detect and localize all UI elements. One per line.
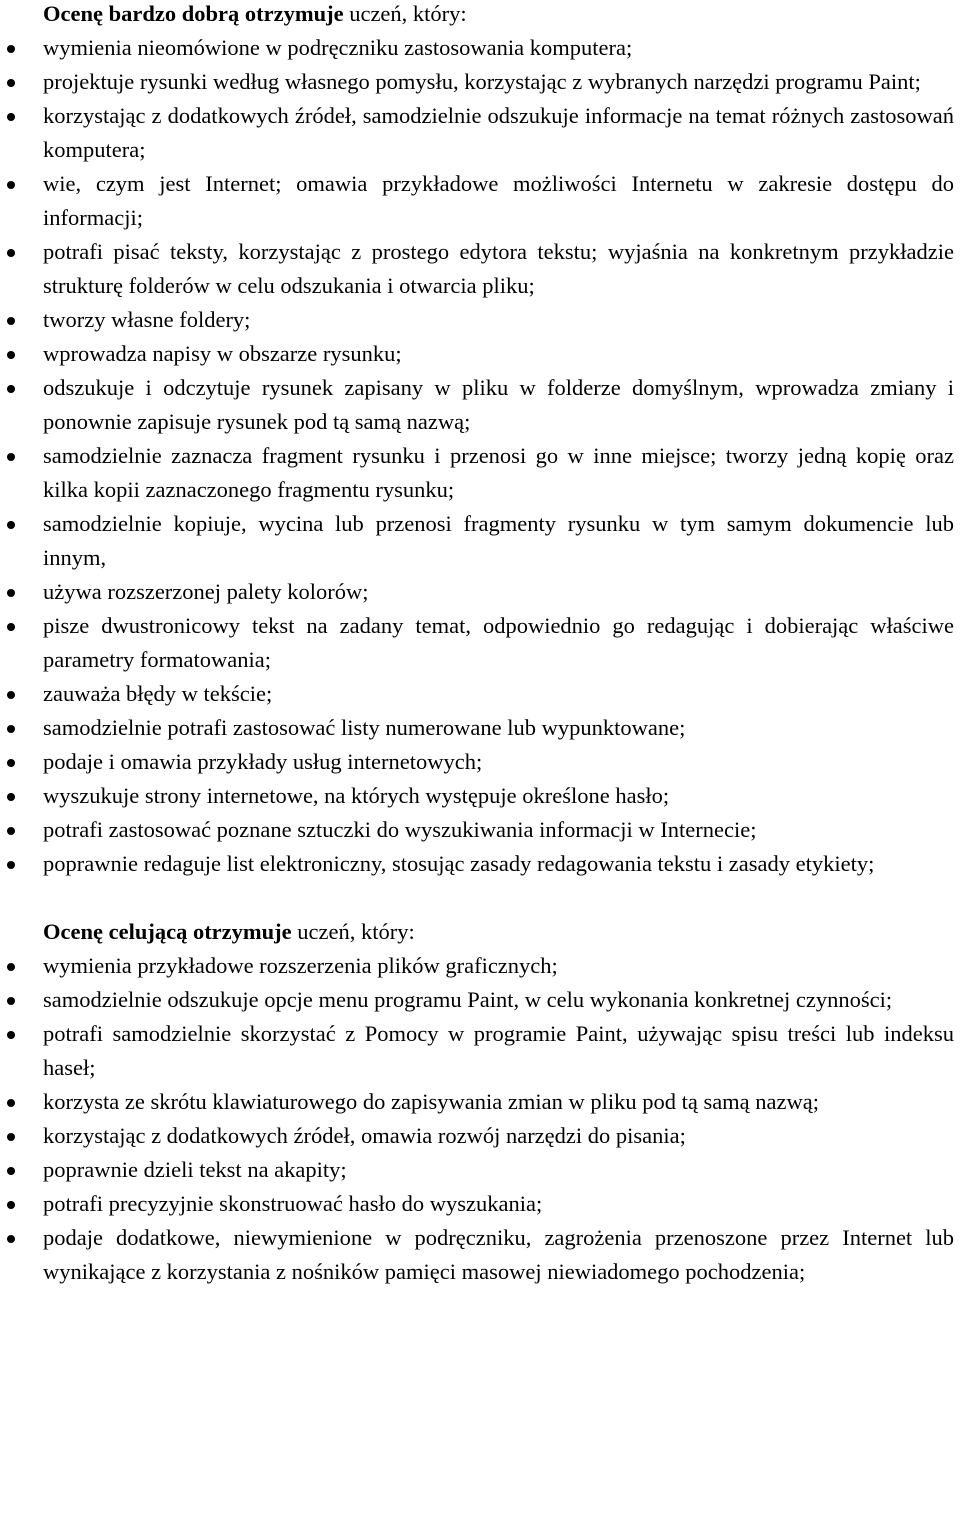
list-item-text: zauważa błędy w tekście;	[43, 681, 273, 706]
list-item	[43, 609, 954, 677]
list-item-text: wymienia nieomówione w podręczniku zastosowania komputera;	[43, 35, 633, 60]
bullet-icon	[7, 79, 15, 87]
bullet-icon	[7, 963, 15, 971]
list-item	[43, 303, 954, 337]
list-item-text: tworzy własne foldery;	[43, 307, 251, 332]
list-item	[43, 371, 954, 439]
list-item	[43, 1085, 954, 1119]
list-item	[43, 167, 954, 235]
list-item	[43, 1119, 954, 1153]
list-item-text: pisze dwustronicowy tekst na zadany temat, odpowiednio go redagując i dobierając właściwe parametry formatowania;	[43, 613, 954, 672]
bullet-icon	[7, 1133, 15, 1141]
section-heading-rest: uczeń, który:	[291, 919, 415, 944]
list-item-text: poprawnie dzieli tekst na akapity;	[43, 1157, 347, 1182]
list-item	[43, 1221, 954, 1289]
list-item	[43, 1153, 954, 1187]
list-item-text: korzystając z dodatkowych źródeł, omawia rozwój narzędzi do pisania;	[43, 1123, 686, 1148]
list-item	[43, 1017, 954, 1085]
section-heading-rest: uczeń, który:	[343, 1, 467, 26]
grade-very-good-section	[43, 0, 954, 881]
section-heading-bold: Ocenę celującą otrzymuje	[43, 919, 292, 944]
list-item-text: używa rozszerzonej palety kolorów;	[43, 579, 369, 604]
list-item-text: podaje dodatkowe, niewymienione w podręczniku, zagrożenia przenoszone przez Internet lub wynikające z korzystania z nośników pamięci masowej niewiadomego pochodzenia;	[43, 1225, 954, 1284]
list-item	[43, 337, 954, 371]
bullet-icon	[7, 589, 15, 597]
list-item-text: wie, czym jest Internet; omawia przykładowe możliwości Internetu w zakresie dostępu do informacji;	[43, 171, 954, 230]
list-item-text: samodzielnie zaznacza fragment rysunku i przenosi go w inne miejsce; tworzy jedną kopię oraz kilka kopii zaznaczonego fragmentu rysunku;	[43, 443, 954, 502]
bullet-icon	[7, 623, 15, 631]
bullet-icon	[7, 827, 15, 835]
bullet-icon	[7, 453, 15, 461]
section-heading	[43, 0, 954, 31]
list-item	[43, 847, 954, 881]
list-item	[43, 677, 954, 711]
bullet-icon	[7, 1031, 15, 1039]
bullet-icon	[7, 385, 15, 393]
list-item	[43, 711, 954, 745]
bullet-icon	[7, 317, 15, 325]
bullet-icon	[7, 997, 15, 1005]
list-item	[43, 779, 954, 813]
list-item-text: samodzielnie odszukuje opcje menu programu Paint, w celu wykonania konkretnej czynności;	[43, 987, 893, 1012]
bullet-icon	[7, 691, 15, 699]
section-heading	[43, 915, 954, 949]
list-item-text: potrafi zastosować poznane sztuczki do wyszukiwania informacji w Internecie;	[43, 817, 757, 842]
bullet-icon	[7, 861, 15, 869]
list-item-text: potrafi samodzielnie skorzystać z Pomocy w programie Paint, używając spisu treści lub indeksu haseł;	[43, 1021, 954, 1080]
list-item	[43, 949, 954, 983]
list-item	[43, 31, 954, 65]
list-item	[43, 813, 954, 847]
criteria-list	[43, 949, 954, 1289]
section-heading-bold: Ocenę bardzo dobrą otrzymuje	[43, 1, 344, 26]
list-item	[43, 983, 954, 1017]
list-item-text: samodzielnie potrafi zastosować listy numerowane lub wypunktowane;	[43, 715, 686, 740]
list-item-text: projektuje rysunki według własnego pomysłu, korzystając z wybranych narzędzi programu Paint;	[43, 69, 921, 94]
list-item-text: potrafi pisać teksty, korzystając z prostego edytora tekstu; wyjaśnia na konkretnym przykładzie strukturę folderów w celu odszukania i otwarcia pliku;	[43, 239, 954, 298]
list-item-text: wyszukuje strony internetowe, na których występuje określone hasło;	[43, 783, 670, 808]
list-item	[43, 235, 954, 303]
list-item-text: wprowadza napisy w obszarze rysunku;	[43, 341, 402, 366]
list-item-text: korzysta ze skrótu klawiaturowego do zapisywania zmian w pliku pod tą samą nazwą;	[43, 1089, 820, 1114]
list-item-text: korzystając z dodatkowych źródeł, samodzielnie odszukuje informacje na temat różnych zastosowań komputera;	[43, 103, 954, 162]
list-item	[43, 745, 954, 779]
bullet-icon	[7, 521, 15, 529]
list-item-text: samodzielnie kopiuje, wycina lub przenosi fragmenty rysunku w tym samym dokumencie lub innym,	[43, 511, 954, 570]
list-item	[43, 99, 954, 167]
list-item	[43, 575, 954, 609]
list-item	[43, 507, 954, 575]
criteria-list	[43, 31, 954, 881]
list-item	[43, 1187, 954, 1221]
bullet-icon	[7, 351, 15, 359]
bullet-icon	[7, 725, 15, 733]
bullet-icon	[7, 249, 15, 257]
list-item-text: poprawnie redaguje list elektroniczny, stosując zasady redagowania tekstu i zasady etykiety;	[43, 851, 875, 876]
grade-excellent-section	[43, 915, 954, 1289]
bullet-icon	[7, 113, 15, 121]
bullet-icon	[7, 45, 15, 53]
bullet-icon	[7, 1235, 15, 1243]
bullet-icon	[7, 181, 15, 189]
bullet-icon	[7, 793, 15, 801]
bullet-icon	[7, 1099, 15, 1107]
bullet-icon	[7, 1167, 15, 1175]
list-item	[43, 439, 954, 507]
bullet-icon	[7, 759, 15, 767]
list-item-text: podaje i omawia przykłady usług internetowych;	[43, 749, 483, 774]
bullet-icon	[7, 1201, 15, 1209]
list-item-text: odszukuje i odczytuje rysunek zapisany w pliku w folderze domyślnym, wprowadza zmiany i ponownie zapisuje rysunek pod tą samą nazwą;	[43, 375, 954, 434]
list-item	[43, 65, 954, 99]
list-item-text: wymienia przykładowe rozszerzenia plików graficznych;	[43, 953, 558, 978]
list-item-text: potrafi precyzyjnie skonstruować hasło do wyszukania;	[43, 1191, 543, 1216]
